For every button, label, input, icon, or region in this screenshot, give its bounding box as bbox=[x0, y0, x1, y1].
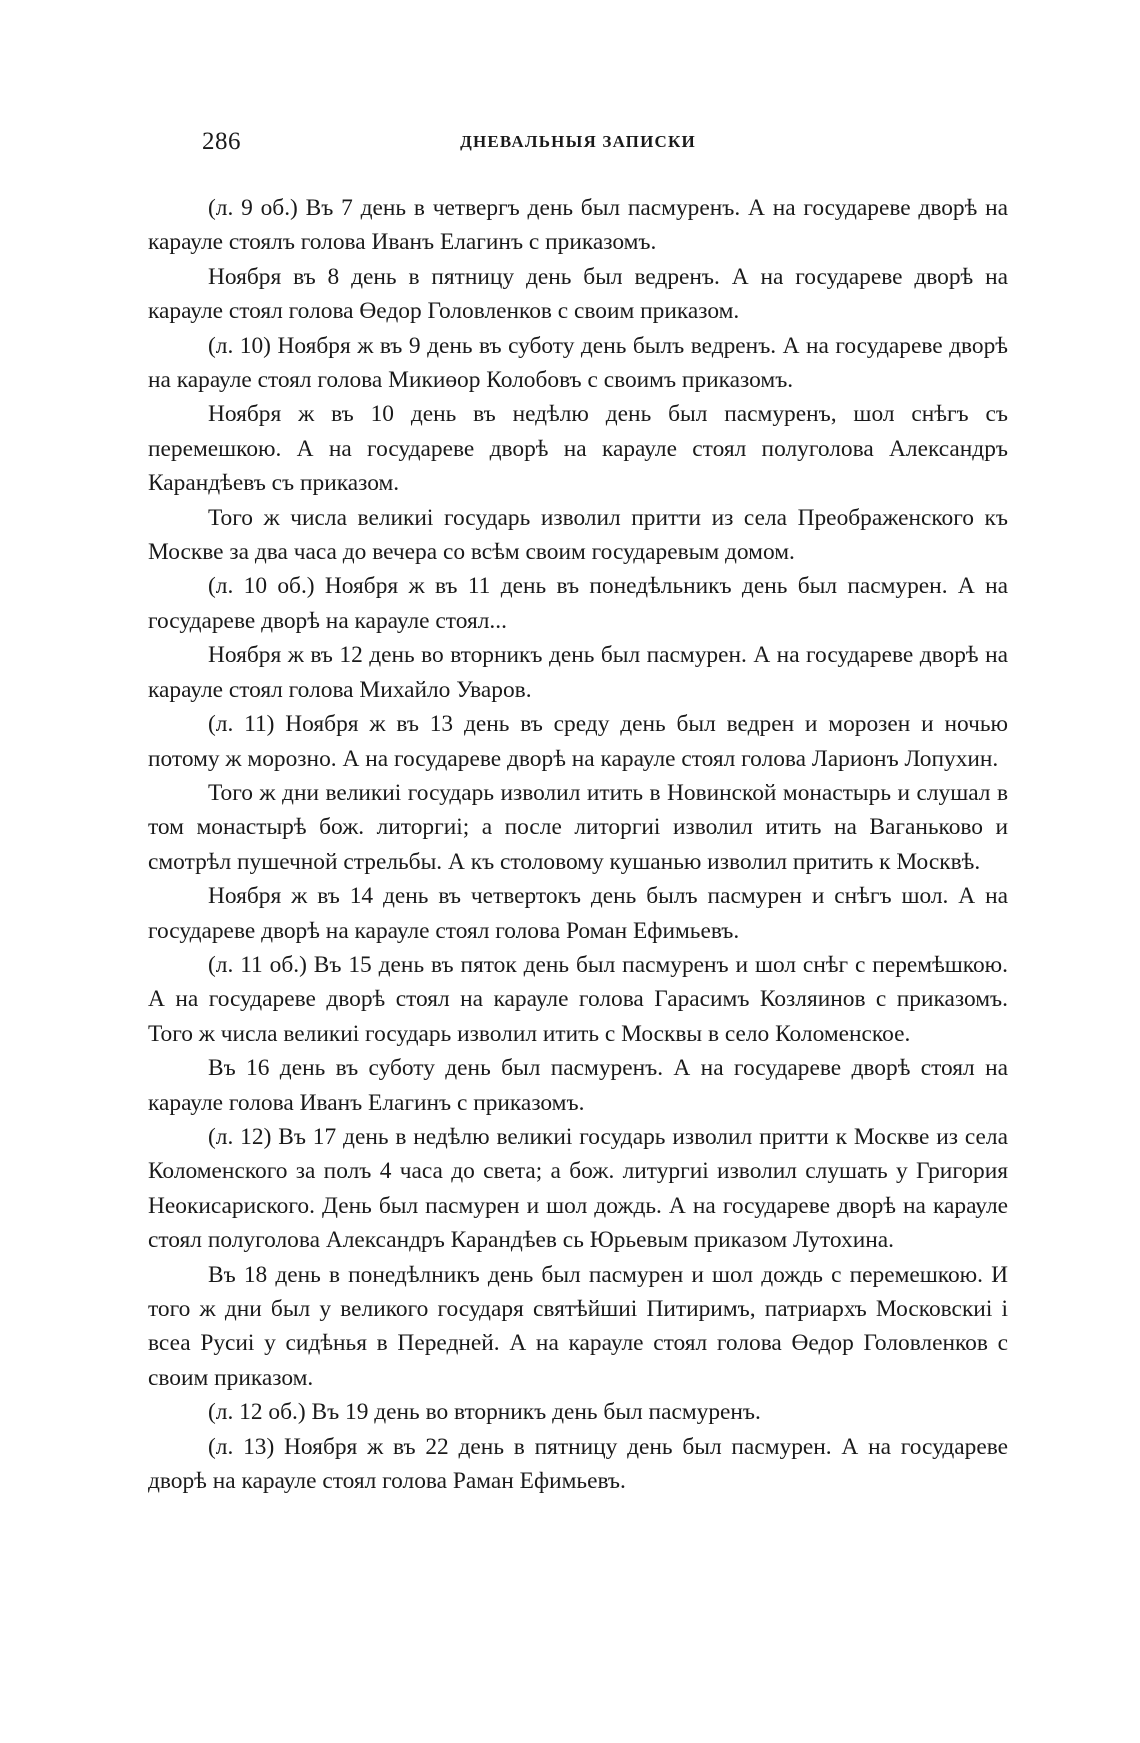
paragraph-entry-6: (л. 10 об.) Ноября ж въ 11 день въ понедѣльникъ день был пасмурен. А на государеве дворѣ на карауле стоял... bbox=[148, 573, 1008, 634]
body-text bbox=[148, 191, 1008, 1498]
paragraph-entry-11: (л. 11 об.) Въ 15 день въ пяток день был пасмуренъ и шол снѣг с перемѣшкою. А на государеве дворѣ стоял на карауле голова Гарасимъ Козляинов с приказомъ. Того ж числа великиі государь изволил итить с Москвы в село Коломенское. bbox=[148, 951, 1008, 1047]
paragraph-entry-10: Ноября ж въ 14 день въ четвертокъ день былъ пасмурен и снѣгъ шол. А на государеве дворѣ на карауле стоял голова Роман Ефимьевъ. bbox=[148, 883, 1008, 944]
page-header bbox=[148, 128, 1008, 168]
paragraph-entry-13: (л. 12) Въ 17 день в недѣлю великиі государь изволил притти к Москве из села Коломенского за полъ 4 часа до света; а бож. литургиі изволил слушать у Григория Неокисариского. День был пасмурен и шол дождь. А на государеве дворѣ на карауле стоял полуголова Александръ Карандѣев сь Юрьевым приказом Лутохина. bbox=[148, 1123, 1008, 1254]
paragraph-entry-2: Ноября въ 8 день в пятницу день был ведренъ. А на государеве дворѣ на карауле стоял голова Өедор Головленков с своим приказом. bbox=[148, 263, 1008, 325]
paragraph-entry-14: Въ 18 день в понедѣлникъ день был пасмурен и шол дождь с перемешкою. И того ж дни был у великого государя святѣйшиі Питиримъ, патриархъ Московскиі і всеа Русиі у сидѣнья в Передней. А на карауле стоял голова Өедор Головленков с своим приказом. bbox=[148, 1261, 1008, 1391]
paragraph-entry-15: (л. 12 об.) Въ 19 день во вторникъ день был пасмуренъ. bbox=[208, 1399, 761, 1426]
page-number: 286 bbox=[202, 128, 241, 155]
paragraph-entry-8: (л. 11) Ноября ж въ 13 день въ среду день был ведрен и морозен и ночью потому ж морозно. А на государеве дворѣ на карауле стоял голова Ларионъ Лопухин. bbox=[148, 711, 1008, 772]
paragraph-entry-12: Въ 16 день въ суботу день был пасмуренъ. А на государеве дворѣ стоял на карауле голова Иванъ Елагинъ с приказомъ. bbox=[148, 1055, 1008, 1116]
running-title: ДНЕВАЛЬНЫЯ ЗАПИСКИ bbox=[460, 132, 696, 151]
paragraph-entry-16: (л. 13) Ноября ж въ 22 день в пятницу день был пасмурен. А на государеве дворѣ на карауле стоял голова Раман Ефимьевъ. bbox=[148, 1433, 1008, 1495]
paragraph-entry-1: (л. 9 об.) Въ 7 день в четвергъ день был пасмуренъ. А на государеве дворѣ на карауле стоялъ голова Иванъ Елагинъ с приказомъ. bbox=[148, 195, 1008, 256]
paragraph-entry-7: Ноября ж въ 12 день во вторникъ день был пасмурен. А на государеве дворѣ на карауле стоял голова Михайло Уваров. bbox=[148, 642, 1008, 703]
paragraph-entry-4: Ноября ж въ 10 день въ недѣлю день был пасмуренъ, шол снѣгъ съ перемешкою. А на государеве дворѣ на карауле стоял полуголова Александръ Карандѣевъ съ приказом. bbox=[148, 401, 1008, 497]
paragraph-entry-5: Того ж числа великиі государь изволил притти из села Преображенского къ Москве за два часа до вечера со всѣм своим государевым домом. bbox=[148, 504, 1008, 566]
paragraph-entry-3: (л. 10) Ноября ж въ 9 день въ суботу день былъ ведренъ. А на государеве дворѣ на карауле стоял голова Микиөор Колобовъ с своимъ приказомъ. bbox=[148, 332, 1008, 394]
paragraph-entry-9: Того ж дни великиі государь изволил итить в Новинской монастырь и слушал в том монастырѣ бож. литоргиі; а после литоргиі изволил итить на Ваганьково и смотрѣл пушечной стрельбы. А къ столовому кушанью изволил притить к Москвѣ. bbox=[148, 779, 1008, 875]
